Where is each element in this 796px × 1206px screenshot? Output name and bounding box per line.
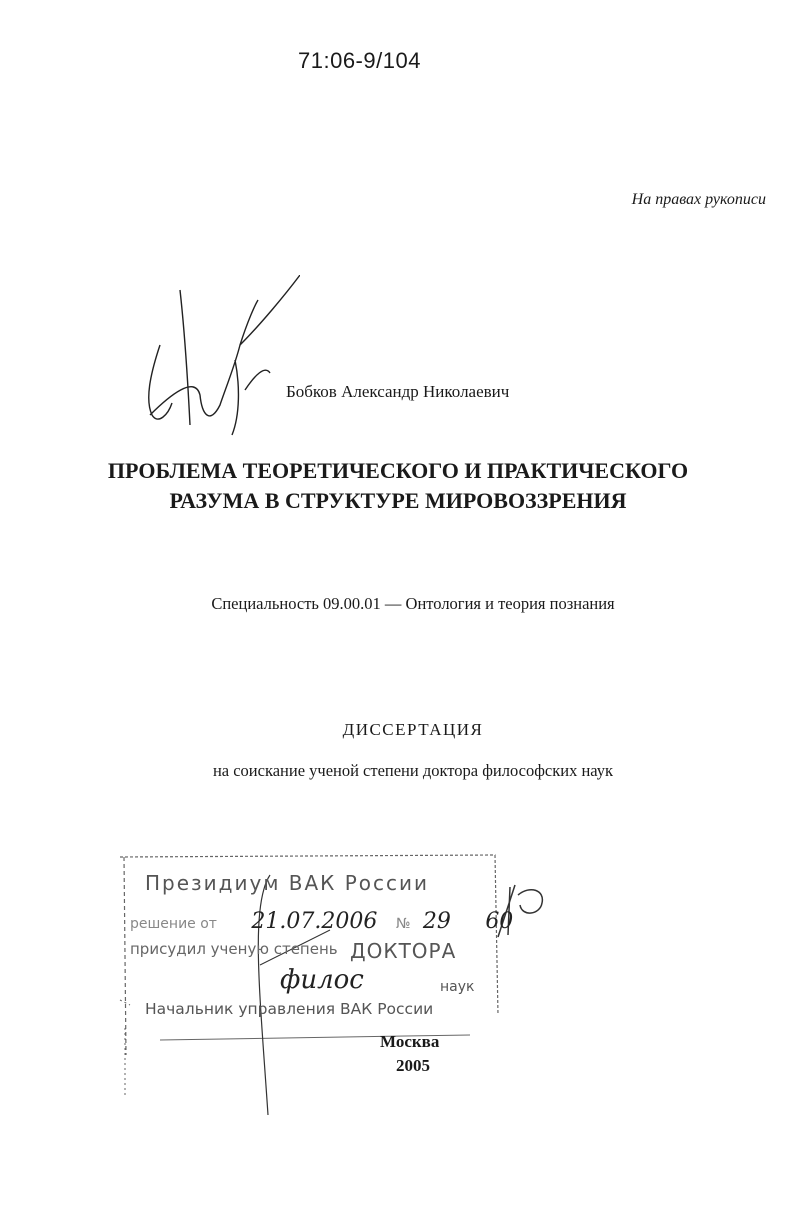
work-type: ДИССЕРТАЦИЯ [342, 720, 484, 739]
stamp-fraction: 60 [485, 909, 514, 934]
stamp-line-awarded: присудил ученую степень [130, 940, 338, 958]
stamp-field: филос [280, 965, 364, 995]
stamp-degree-word: ДОКТОРА [350, 939, 457, 963]
title-line-2: РАЗУМА В СТРУКТУРЕ МИРОВОЗЗРЕНИЯ [169, 488, 627, 513]
stamp-line-decision: решение от 21.07.2006 № 29 60 [130, 909, 514, 934]
degree-line: на соискание ученой степени доктора философских наук [212, 761, 614, 780]
year: 2005 [396, 1056, 430, 1075]
stamp-number: 29 [422, 909, 451, 934]
rights-note: На правах рукописи [631, 191, 766, 208]
archive-code: 71:06-9/104 [298, 48, 421, 73]
stamp-science: наук [440, 979, 475, 995]
author-signature [140, 275, 300, 455]
stamp-date: 21.07.2006 [251, 909, 378, 934]
specialty: Специальность 09.00.01 — Онтология и теория познания [211, 594, 615, 613]
stamp-decision-label: решение от [130, 916, 217, 932]
city: Москва [380, 1032, 440, 1051]
stamp-line-head: Начальник управления ВАК России [145, 1000, 434, 1018]
dissertation-title [0, 456, 796, 516]
title-line-1: ПРОБЛЕМА ТЕОРЕТИЧЕСКОГО И ПРАКТИЧЕСКОГО [107, 458, 689, 483]
author-name: Бобков Александр Николаевич [286, 382, 510, 401]
stamp-line-presidium: Президиум ВАК России [145, 871, 430, 895]
